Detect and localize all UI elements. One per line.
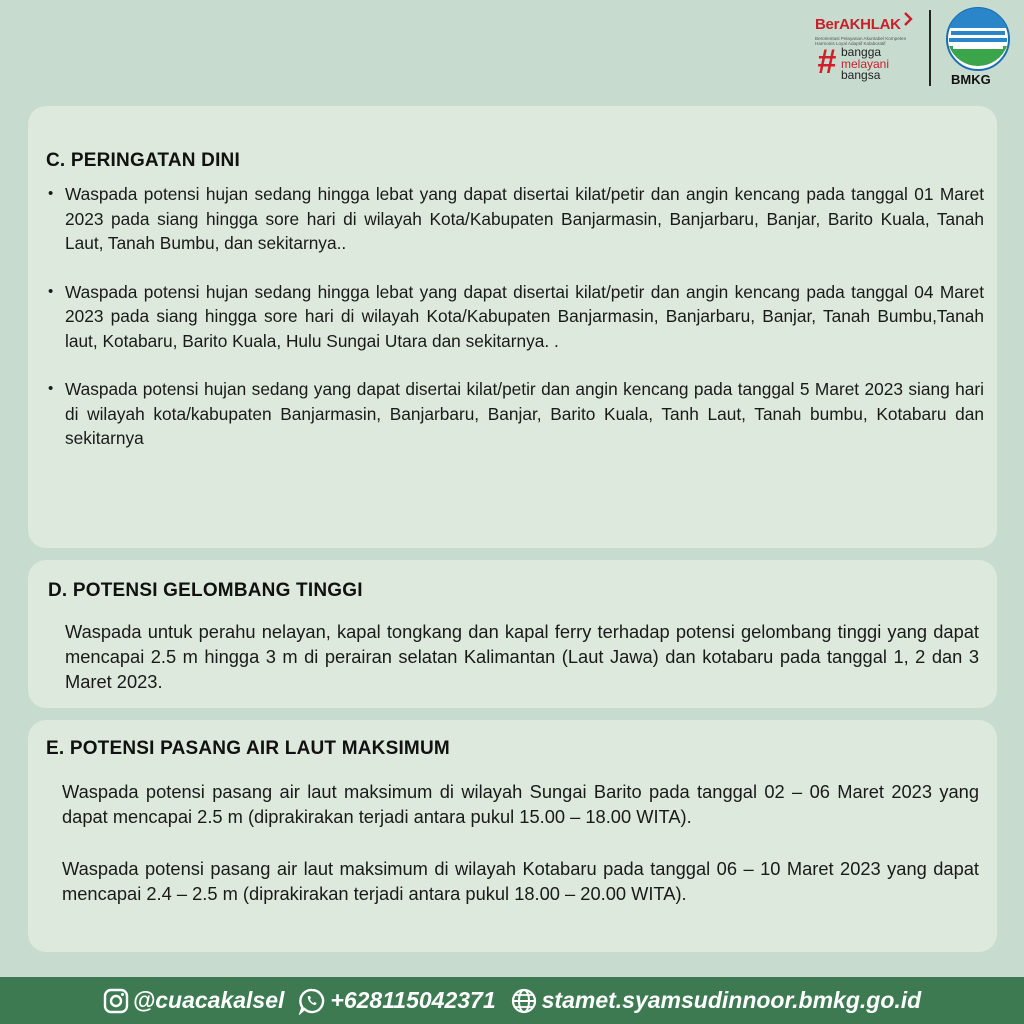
warning-text: Waspada potensi hujan sedang yang dapat disertai kilat/petir dan angin kencang pada tanggal 5 Maret 2023 siang hari di wilayah kota/kabupaten Banjarmasin, Banjarbaru, Banjar, Barito Kuala, Tanh Laut, Tanah bumbu, Kotabaru dan sekitarnya xyxy=(65,379,984,448)
bullet-icon: • xyxy=(48,185,54,202)
wave-warning-text: Waspada untuk perahu nelayan, kapal tongkang dan kapal ferry terhadap potensi gelombang tinggi yang dapat mencapai 2.5 m hingga 3 m di perairan selatan Kalimantan (Laut Jawa) dan kotabaru pada tanggal 1, 2 dan 3 Maret 2023. xyxy=(65,621,979,692)
bmkg-logo xyxy=(943,6,1013,90)
instagram-handle[interactable] xyxy=(103,987,285,1014)
warning-text: Waspada potensi hujan sedang hingga lebat yang dapat disertai kilat/petir dan angin kencang pada tanggal 04 Maret 2023 pada siang hingga sore hari di wilayah Kota/Kabupaten Banjarmasin, Banjarbaru, Banjar, Tanah Bumbu,Tanah laut, Kotabaru, Barito Kuala, Hulu Sungai Utara dan sekitarnya. . xyxy=(65,281,984,351)
berakhlak-tagline: Berorientasi Pelayanan Akuntabel Kompeten Harmonis Loyal Adaptif Kolaboratif xyxy=(815,36,907,46)
warning-item xyxy=(48,377,984,451)
section-gelombang-tinggi xyxy=(28,560,997,708)
bangga-melayani-bangsa xyxy=(841,47,889,82)
warning-item xyxy=(48,280,984,354)
bullet-icon: • xyxy=(48,282,54,300)
globe-icon xyxy=(510,987,538,1015)
bullet-icon: • xyxy=(48,380,54,397)
melayani-line: melayani xyxy=(841,56,890,71)
tide-warning-text: Waspada potensi pasang air laut maksimum di wilayah Kotabaru pada tanggal 06 – 10 Maret 2023 yang dapat mencapai 2.4 – 2.5 m (diprakirakan terjadi antara pukul 18.00 – 20.00 WITA). xyxy=(62,858,979,904)
section-pasang-air-laut xyxy=(28,720,997,952)
instagram-icon xyxy=(103,988,129,1014)
website-text: stamet.syamsudinnoor.bmkg.go.id xyxy=(541,987,922,1013)
section-d-heading: D. POTENSI GELOMBANG TINGGI xyxy=(48,580,363,601)
whatsapp-number[interactable] xyxy=(298,987,495,1015)
footer-contact-bar xyxy=(0,977,1024,1024)
header-logos xyxy=(809,6,1014,90)
whatsapp-text: +628115042371 xyxy=(330,987,496,1013)
bangga-line: bangga xyxy=(841,45,882,59)
chevron-right-icon xyxy=(903,12,913,26)
section-e-heading: E. POTENSI PASANG AIR LAUT MAKSIMUM xyxy=(46,738,450,759)
tide-warning-text: Waspada potensi pasang air laut maksimum di wilayah Sungai Barito pada tanggal 02 – 06 Maret 2023 yang dapat mencapai 2.5 m (diprakirakan terjadi antara pukul 15.00 – 18.00 WITA). xyxy=(62,781,979,827)
instagram-text: @cuacakalsel xyxy=(132,987,285,1013)
berakhlak-title: BerAKHLAK xyxy=(815,16,901,33)
hashtag-icon: # xyxy=(817,43,836,81)
logo-divider xyxy=(929,10,931,86)
warning-item xyxy=(48,182,984,256)
bangsa-line: bangsa xyxy=(841,68,881,82)
warning-list xyxy=(48,182,984,475)
section-peringatan-dini xyxy=(28,106,997,548)
warning-text: Waspada potensi hujan sedang hingga lebat yang dapat disertai kilat/petir dan angin kencang pada tanggal 01 Maret 2023 pada siang hingga sore hari di wilayah Kota/Kabupaten Banjarmasin, Banjarbaru, Banjar, Barito Kuala, Tanah Laut, Tanah Bumbu, dan sekitarnya.. xyxy=(65,184,984,253)
berakhlak-logo xyxy=(809,10,919,90)
website-link[interactable] xyxy=(510,987,922,1015)
bmkg-emblem-icon xyxy=(943,6,1013,72)
section-c-heading: C. PERINGATAN DINI xyxy=(46,150,240,171)
whatsapp-icon xyxy=(298,987,326,1015)
bmkg-label: BMKG xyxy=(951,72,991,87)
